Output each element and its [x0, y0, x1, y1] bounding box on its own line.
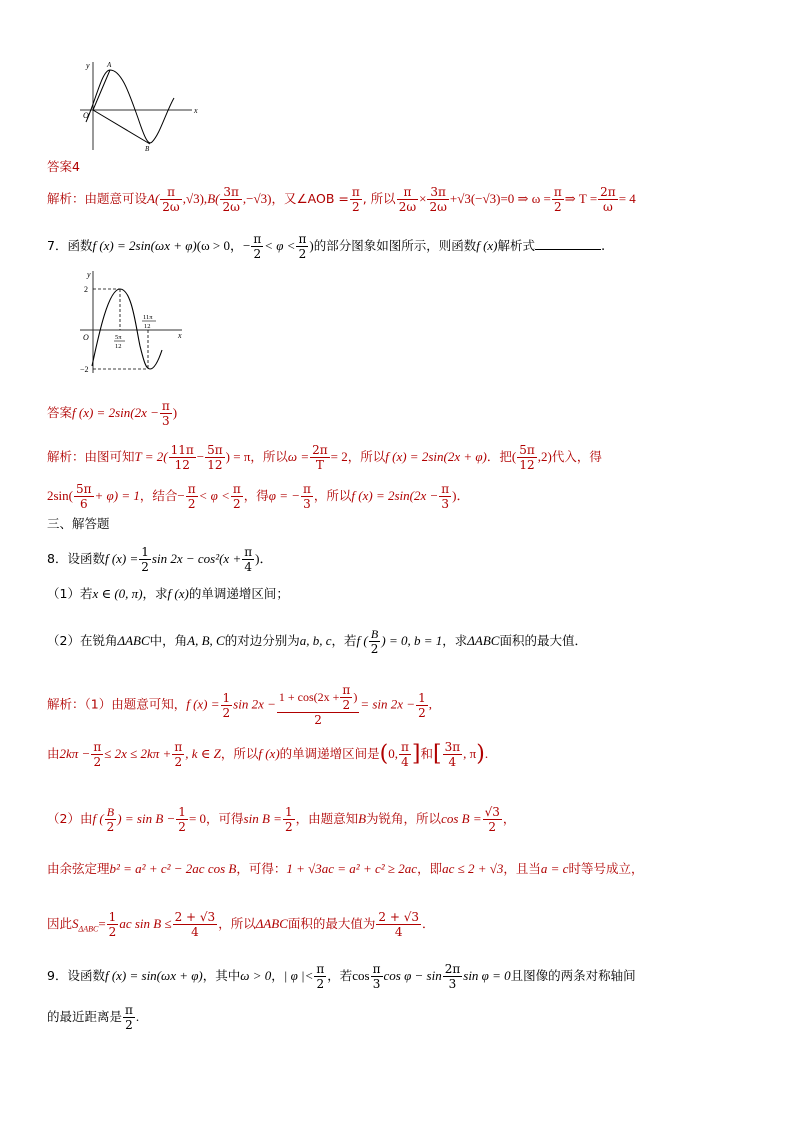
frac-pi-over-2-b: $\frac{\pi}{2}$	[553, 185, 562, 214]
a8-5-end: ．	[422, 916, 435, 931]
q8-2-mid: 中，角	[149, 633, 188, 648]
question-8-part-2	[47, 627, 587, 656]
a8-3-end: ，	[502, 811, 516, 826]
point-a-open: A(	[147, 191, 160, 206]
a8-2-ineq-c: , k ∈ Z	[185, 746, 221, 761]
a8-3-frac-sqrt3-2: $\frac{√3}{2}$	[484, 805, 500, 834]
tick-11pi-num: 11π	[143, 314, 153, 321]
q7-condition: (ω > 0，−	[196, 238, 251, 253]
q9-cos: cos	[352, 968, 370, 983]
frac-pi-over-2w-b: $\frac{\pi}{2\omega}$	[398, 185, 417, 214]
a7-lt: < φ <	[198, 488, 230, 503]
q7-dot: .	[601, 239, 606, 254]
q8-1-mid: ，求	[142, 586, 168, 601]
q8-2-abc: A, B, C	[187, 633, 225, 648]
q7-fx: f (x)	[476, 238, 498, 253]
a7-point-close: ,2)	[537, 449, 552, 464]
a7-get: ，得	[243, 488, 269, 503]
q7-frac-a: $\frac{\pi}{2}$	[253, 232, 262, 261]
q8-f: f (x) =	[104, 551, 139, 566]
q8-2-f-open: f (	[356, 633, 368, 648]
q9-2-lead: 的最近距离是	[47, 1009, 123, 1024]
a7-so-3: ，所以	[313, 488, 352, 503]
q8-2-eq: ) = 0, b = 1	[381, 633, 443, 648]
a8-3-eq: ) = sin B −	[117, 811, 176, 826]
a8-4-mid: ，可得：	[236, 861, 287, 876]
q8-2-tri: ΔABC	[117, 633, 150, 648]
a7-frac-pi-2-a: $\frac{\pi}{2}$	[187, 482, 196, 511]
graph-sine-2	[78, 268, 190, 378]
q9-mid: ，其中	[202, 968, 241, 983]
q9-phi: | φ |<	[283, 968, 314, 983]
dot-product-eq: +√3(−√3)=0 ⇒ ω =	[449, 191, 551, 206]
question-7	[47, 232, 605, 261]
q7-number: 7．函数	[47, 238, 93, 253]
analysis-6	[47, 185, 636, 214]
a8-2-int2-frac: $\frac{3\pi}{4}$	[444, 740, 461, 769]
angle-aob: ，又∠AOB =	[271, 191, 349, 206]
a8-5-s: S	[72, 916, 79, 931]
a8-2-end: .	[484, 746, 489, 761]
a7-so-1: ，所以	[250, 449, 288, 464]
a8-4-lead: 由余弦定理	[47, 861, 110, 876]
q8-end: )．	[255, 551, 273, 566]
q9-frac-2pi-3: $\frac{2\pi}{3}$	[444, 962, 461, 991]
a8-3-zero: = 0	[188, 811, 207, 826]
q8-2-frac-b2: $\frac{B}{2}$	[370, 627, 379, 656]
q8-1-fx: f (x)	[167, 586, 189, 601]
q9-end: 且图像的两条对称轴间	[510, 968, 636, 983]
q8-2-tri2: ΔABC	[467, 633, 500, 648]
analysis-6-head: 解析：由题意可设	[47, 191, 148, 206]
q8-mid: sin 2x − cos²(x +	[151, 551, 242, 566]
answer-7	[47, 399, 177, 428]
frac-2pi-over-w: $\frac{2\pi}{\omega}$	[600, 185, 616, 214]
a8-2-ineq-b: ≤ 2x ≤ 2kπ +	[104, 746, 172, 761]
a8-1-eq: = sin 2x −	[360, 696, 416, 712]
q8-number: 8．设函数	[47, 551, 105, 566]
a8-5-eq: =	[98, 916, 106, 931]
y-label: y	[86, 61, 90, 70]
a8-4-end: 时等号成立，	[568, 861, 644, 876]
q9-mid2: ，若	[327, 968, 353, 983]
a8-2-int2-close: )	[476, 741, 485, 767]
a7-so-2: ，所以	[347, 449, 386, 464]
answer-7-close: )	[172, 405, 178, 420]
a8-1-frac-half-b: $\frac{1}{2}$	[418, 690, 426, 720]
a8-2-int1-frac: $\frac{\pi}{4}$	[401, 740, 409, 769]
q9-sep: ，	[271, 968, 284, 983]
frac-3pi-over-2w-b: $\frac{3\pi}{2\omega}$	[429, 185, 447, 214]
analysis-8-line-4	[47, 860, 643, 879]
a7-neg: −	[177, 488, 185, 503]
a8-4-law: b² = a² + c² − 2ac cos B	[109, 861, 237, 876]
a8-4-mid2: ，即	[417, 861, 443, 876]
answer-7-lead: 答案	[47, 405, 73, 420]
a8-3-mid: ，可得	[206, 811, 244, 826]
a7-combine: ，结合	[139, 488, 178, 503]
tick-5pi-den: 12	[115, 343, 122, 350]
a8-2-lead: 由	[47, 746, 60, 761]
tick-5pi-num: 5π	[115, 334, 122, 341]
q8-1-end: 的单调递增区间；	[188, 586, 289, 601]
a8-2-int1-close: ]	[411, 741, 421, 767]
a8-3-frac-b2: $\frac{B}{2}$	[106, 805, 115, 834]
point-b-open: B(	[207, 191, 220, 206]
answer-blank	[535, 237, 601, 250]
a8-2-frac-b: $\frac{\pi}{2}$	[174, 740, 183, 769]
a8-4-eq: 1 + √3ac = a² + c² ≥ 2ac	[286, 861, 418, 876]
a7-frac-5pi-6: $\frac{5\pi}{6}$	[76, 482, 92, 511]
a8-2-int1-a: 0,	[388, 746, 399, 761]
a8-1-big-num-end: )	[353, 690, 358, 704]
a7-frac-5pi-12: $\frac{5\pi}{12}$	[519, 443, 535, 472]
a8-3-cosb: cos B =	[441, 811, 482, 826]
q7-frac-b: $\frac{\pi}{2}$	[298, 232, 307, 261]
q9-f: f (x) = sin(ωx + φ)	[104, 968, 203, 983]
x-label: x	[178, 331, 182, 340]
a8-5-s-sub: ΔABC	[78, 924, 99, 934]
a8-4-mid3: ，且当	[503, 861, 541, 876]
a8-4-cond: a = c	[540, 861, 569, 876]
q9-number: 9．设函数	[47, 968, 105, 983]
a8-3-sinb: sin B =	[243, 811, 282, 826]
q8-2-lead: （2）在锐角	[47, 633, 118, 648]
a8-5-mid3: 面积的最大值为	[287, 916, 376, 931]
a7-plus-phi: + φ) = 1	[94, 488, 140, 503]
q7-text-2: 解析式	[497, 238, 536, 253]
q8-2-mid3: ，若	[331, 633, 357, 648]
a7-frac-pi-2-b: $\frac{\pi}{2}$	[232, 482, 241, 511]
q8-2-sides: a, b, c	[299, 633, 332, 648]
a7-T: T = 2(	[134, 449, 168, 464]
a8-5-frac-b: $\frac{2 + √3}{4}$	[378, 910, 420, 939]
a8-3-f-open: f (	[92, 811, 104, 826]
period-value: = 4	[618, 191, 636, 206]
q9-2-frac: $\frac{\pi}{2}$	[125, 1003, 133, 1032]
point-b-label: B	[145, 145, 150, 153]
q8-1-lead: （1）若	[47, 586, 93, 601]
a7-f-eq: f (x) = 2sin(2x + φ)	[385, 449, 487, 464]
a8-2-fx: f (x)	[258, 746, 280, 761]
point-a-label: A	[107, 61, 112, 69]
analysis-8-line-2	[47, 740, 488, 769]
a8-1-sin2x: sin 2x −	[233, 696, 276, 712]
graph-sine-and-triangle	[78, 58, 202, 154]
a8-1-end: ,	[428, 696, 432, 712]
y-tick-top: 2	[84, 285, 88, 294]
point-a-y: ,√3),	[182, 191, 208, 206]
a7-frac-2pi-T: $\frac{2\pi}{T}$	[312, 443, 328, 472]
q8-2-mid4: ，求	[442, 633, 468, 648]
analysis-7-line-1	[47, 443, 602, 472]
section-3-heading: 三、解答题	[47, 516, 110, 531]
frac-3pi-over-2w: $\frac{3\pi}{2\omega}$	[222, 185, 240, 214]
a8-3-frac-half: $\frac{1}{2}$	[178, 805, 186, 834]
x-label: x	[194, 106, 198, 115]
analysis-7-line-2	[47, 482, 470, 511]
a8-3-lead: （2）由	[47, 811, 93, 826]
q9-cosphi: cos φ − sin	[383, 968, 442, 983]
answer-6: 答案4	[47, 159, 80, 174]
a8-1-frac-half: $\frac{1}{2}$	[222, 690, 231, 720]
a8-2-ineq-a: 2kπ −	[59, 746, 91, 761]
a8-2-and: 和	[420, 746, 434, 761]
analysis-8-line-5	[47, 910, 435, 939]
a8-3-mid3: 为锐角，所以	[366, 811, 442, 826]
question-9	[47, 962, 636, 991]
a8-3-b: B	[358, 811, 367, 826]
answer-7-expr: f (x) = 2sin(2x −	[72, 405, 159, 420]
frac-pi-over-2w: $\frac{\pi}{2\omega}$	[162, 185, 180, 214]
q7-lt: < φ <	[264, 238, 296, 253]
a7-2sin: 2sin(	[47, 488, 73, 503]
a7-eq-pi: ) = π	[225, 449, 251, 464]
a8-5-mid: ac sin B ≤	[119, 916, 172, 931]
a8-5-frac-a: $\frac{2 + √3}{4}$	[174, 910, 216, 939]
q8-2-mid2: 的对边分别为	[224, 633, 300, 648]
question-8-part-1	[47, 585, 289, 604]
a8-5-frac-half: $\frac{1}{2}$	[108, 910, 117, 939]
a7-omega: ω =	[287, 449, 310, 464]
a7-phi-eq: φ = −	[268, 488, 301, 503]
q8-frac-half: $\frac{1}{2}$	[141, 545, 149, 574]
q9-w: ω > 0	[240, 968, 272, 983]
a7-frac-pi-3-b: $\frac{\pi}{3}$	[441, 482, 450, 511]
q8-frac-pi-4: $\frac{\pi}{4}$	[244, 545, 253, 574]
a8-5-tri: ΔABC	[255, 916, 288, 931]
q7-close: )	[309, 238, 314, 253]
q9-frac-pi-3: $\frac{\pi}{3}$	[372, 962, 381, 991]
answer-7-frac: $\frac{\pi}{3}$	[161, 399, 170, 428]
a8-1-lead: 解析：（1）由题意可知，	[47, 696, 187, 712]
a7-minus: −	[196, 449, 205, 464]
frac-pi-over-2: $\frac{\pi}{2}$	[351, 185, 360, 214]
q9-frac-pi-2: $\frac{\pi}{2}$	[316, 962, 325, 991]
a8-1-big-frac: 1 + cos(2x + $\frac{\pi}{2}$ ) 2	[278, 683, 358, 727]
so-text: , 所以	[362, 191, 396, 206]
q8-1-cond: x ∈ (0, π)	[92, 586, 143, 601]
period-arrow: ⇒ T =	[564, 191, 598, 206]
origin-label: O	[83, 333, 89, 342]
q9-sinphi: sin φ = 0	[463, 968, 511, 983]
a8-2-frac-a: $\frac{\pi}{2}$	[93, 740, 102, 769]
a8-2-mid2: 的单调递增区间是	[279, 746, 380, 761]
a7-frac-pi-3: $\frac{\pi}{3}$	[303, 482, 311, 511]
y-tick-bottom: −2	[80, 365, 89, 374]
a8-2-int2-b: , π	[463, 746, 477, 761]
a7-final: f (x) = 2sin(2x −	[351, 488, 439, 503]
a7-eq-2: = 2	[330, 449, 348, 464]
analysis-8-line-1	[47, 683, 432, 727]
analysis-8-line-3	[47, 805, 515, 834]
a8-2-int2-open: [	[433, 741, 442, 767]
a7-frac-5pi: $\frac{5\pi}{12}$	[207, 443, 223, 472]
question-8	[47, 545, 272, 574]
y-label: y	[87, 270, 91, 279]
a8-5-lead: 因此	[47, 916, 73, 931]
a7-substitute: 代入，得	[551, 449, 602, 464]
a8-4-ineq: ac ≤ 2 + √3	[442, 861, 504, 876]
a8-1-inner-frac: $\frac{\pi}{2}$	[342, 683, 351, 712]
a7-put: ．把	[486, 449, 512, 464]
a8-3-mid2: ，由题意知	[295, 811, 359, 826]
tick-11pi-den: 12	[144, 323, 151, 330]
question-9-line-2	[47, 1003, 139, 1032]
a8-5-mid2: ，所以	[218, 916, 256, 931]
a8-1-big-num: 1 + cos(2x +	[278, 690, 340, 704]
a7-frac-11pi: $\frac{11\pi}{12}$	[170, 443, 194, 472]
a8-2-int1-open: (	[379, 741, 389, 767]
point-b-y: ,−√3)	[242, 191, 272, 206]
q8-2-end: 面积的最大值．	[499, 633, 587, 648]
segment-oa	[93, 70, 110, 110]
q7-text: 的部分图象如图所示，则函数	[313, 238, 477, 253]
q7-function: f (x) = 2sin(ωx + φ)	[92, 238, 197, 253]
times-sign: ×	[419, 191, 427, 206]
a8-1-f: f (x) =	[186, 696, 220, 712]
a8-3-frac-half-b: $\frac{1}{2}$	[284, 805, 293, 834]
a8-2-mid: ，所以	[220, 746, 259, 761]
origin-label: O	[83, 111, 89, 120]
sine-curve	[92, 289, 162, 369]
a7-head: 解析：由图可知	[47, 449, 135, 464]
a7-final-end: )．	[452, 488, 470, 503]
a7-point-open: (	[511, 449, 517, 464]
q9-2-end: .	[135, 1009, 140, 1024]
